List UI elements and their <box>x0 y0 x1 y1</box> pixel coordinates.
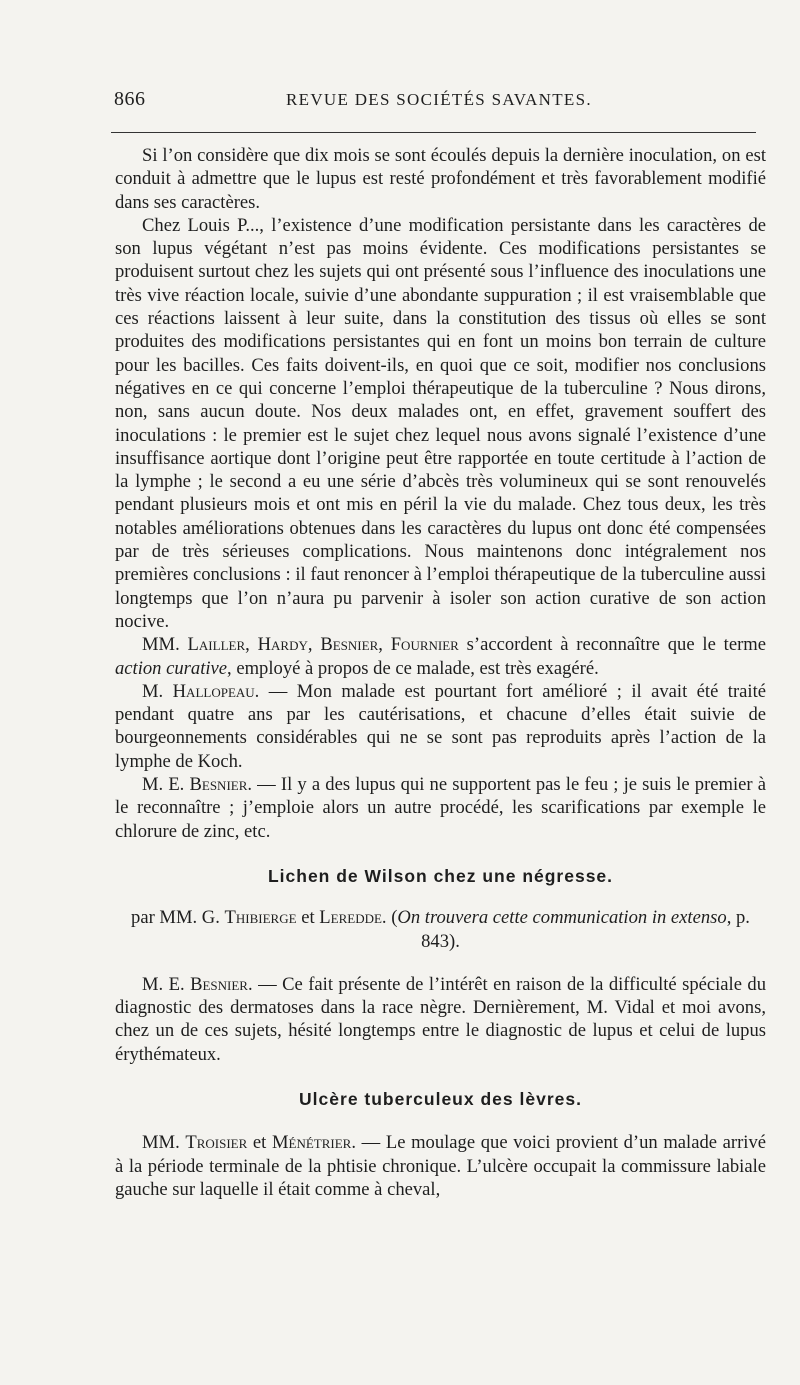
byline-author-2: Leredde <box>319 907 382 929</box>
paragraph-5-prefix: M. E. <box>142 774 190 796</box>
paragraph-3 <box>115 633 766 680</box>
byline-and: et <box>296 907 320 929</box>
paragraph-3-speakers: Lailler, Hardy, Besnier, Fournier <box>187 634 459 656</box>
byline-prefix: par MM. G. <box>131 907 225 929</box>
byline-mid: . ( <box>381 907 398 929</box>
paragraph-5-speaker: Besnier <box>189 774 248 796</box>
paragraph-7 <box>115 1131 766 1201</box>
paragraph-4-text: . — Mon malade est pourtant fort amélioré ; il avait été traité pendant quatre ans par les cautérisations, et chacune d’elles était suivie de bourgeonnements considérables qui ne se sont pas reproduits après l’action de la lymphe de Koch. <box>115 680 766 772</box>
paragraph-3-text-b: , employé à propos de ce malade, est très exagéré. <box>227 657 599 679</box>
paragraph-2: Chez Louis P..., l’existence d’une modification persistante dans les caractères de son lupus végétant n’est pas moins évidente. Ces modifications persistantes se produisent surtout chez les sujets qui ont présenté sous l’influence des inoculations une très vive réaction locale, suivie d’une abondante suppuration ; il est vraisemblable que ces réactions laissent à leur suite, dans la constitution des tissus où elles se sont produites des modifications persistantes qui en font un moins bon terrain de culture pour les bacilles. Ces faits doivent-ils, en quoi que ce soit, modifier nos conclusions négatives en ce qui concerne l’emploi thérapeutique de la tuberculine ? Nous dirons, non, sans aucun doute. Nos deux malades ont, en effet, gravement souffert des inoculations : le premier est le sujet chez lequel nous avons signalé l’existence d’une insuffisance aortique dont l’origine peut être rapportée en toute certitude à l’action de la lymphe ; le second a eu une série d’abcès très volumineux qui se sont renouvelés pendant plusieurs mois et ont mis en péril la vie du malade. Chez tous deux, les très notables améliorations obtenues dans les caractères du lupus ont donc été compensées par de très sérieuses complications. Nous maintenons donc intégralement nos premières conclusions : il faut renoncer à l’emploi thérapeutique de la tuberculine aussi longtemps que l’on n’aura pu parvenir à isoler son action curative de son action nocive. <box>115 214 766 632</box>
header-rule <box>111 132 756 133</box>
section-title-ulcere: Ulcère tuberculeux des lèvres. <box>299 1088 582 1109</box>
paragraph-3-prefix: MM. <box>142 634 188 656</box>
byline-end: , p. 843). <box>421 907 750 952</box>
section-title-lichen: Lichen de Wilson chez une négresse. <box>267 865 614 886</box>
paragraph-4-speaker: Hallopeau <box>172 680 255 702</box>
page-header <box>114 88 754 116</box>
paragraph-5 <box>115 773 766 843</box>
paragraph-6-prefix: M. E. <box>142 973 191 995</box>
page-number: 866 <box>114 88 146 110</box>
byline-author-1: Thibierge <box>224 907 297 929</box>
paragraph-6-text: . — Ce fait présente de l’intérêt en raison de la difficulté spéciale du diagnostic des dermatoses dans la race nègre. Dernièrement, M. Vidal et moi avons, chez un de ces sujets, hésité longtemps entre le diagnostic de lupus et celui de lupus érythémateux. <box>115 973 767 1065</box>
paragraph-3-text-a: s’accordent à reconnaître que le terme <box>458 634 766 656</box>
section-byline <box>115 906 766 953</box>
paragraph-4 <box>115 680 766 773</box>
article-body <box>115 144 766 1201</box>
paragraph-5-text: . — Il y a des lupus qui ne supportent pas le feu ; je suis le premier à le reconnaître ; j’emploie alors un autre procédé, les scarifications par exemple le chlorure de zinc, etc. <box>115 774 766 842</box>
paragraph-7-text: . — Le moulage que voici provient d’un malade arrivé à la période terminale de la phtisie chronique. L’ulcère occupait la commissure labiale gauche sur laquelle il était comme à cheval, <box>115 1132 766 1200</box>
paragraph-6-speaker: Besnier <box>190 973 248 995</box>
paragraph-3-italic: action curative <box>115 657 228 679</box>
paragraph-7-speaker-2: Ménétrier <box>271 1132 352 1154</box>
running-title: REVUE DES SOCIÉTÉS SAVANTES. <box>286 90 592 109</box>
paragraph-7-and: et <box>247 1132 272 1154</box>
paragraph-4-prefix: M. <box>142 680 173 702</box>
paragraph-7-prefix: MM. <box>142 1132 186 1154</box>
paragraph-6 <box>115 973 766 1066</box>
paragraph-7-speaker-1: Troisier <box>185 1132 248 1154</box>
paragraph-1: Si l’on considère que dix mois se sont écoulés depuis la dernière inoculation, on est conduit à admettre que le lupus est resté profondément et très favorablement modifié dans ses caractères. <box>115 145 766 213</box>
byline-italic: On trouvera cette communication in extenso <box>397 907 727 929</box>
